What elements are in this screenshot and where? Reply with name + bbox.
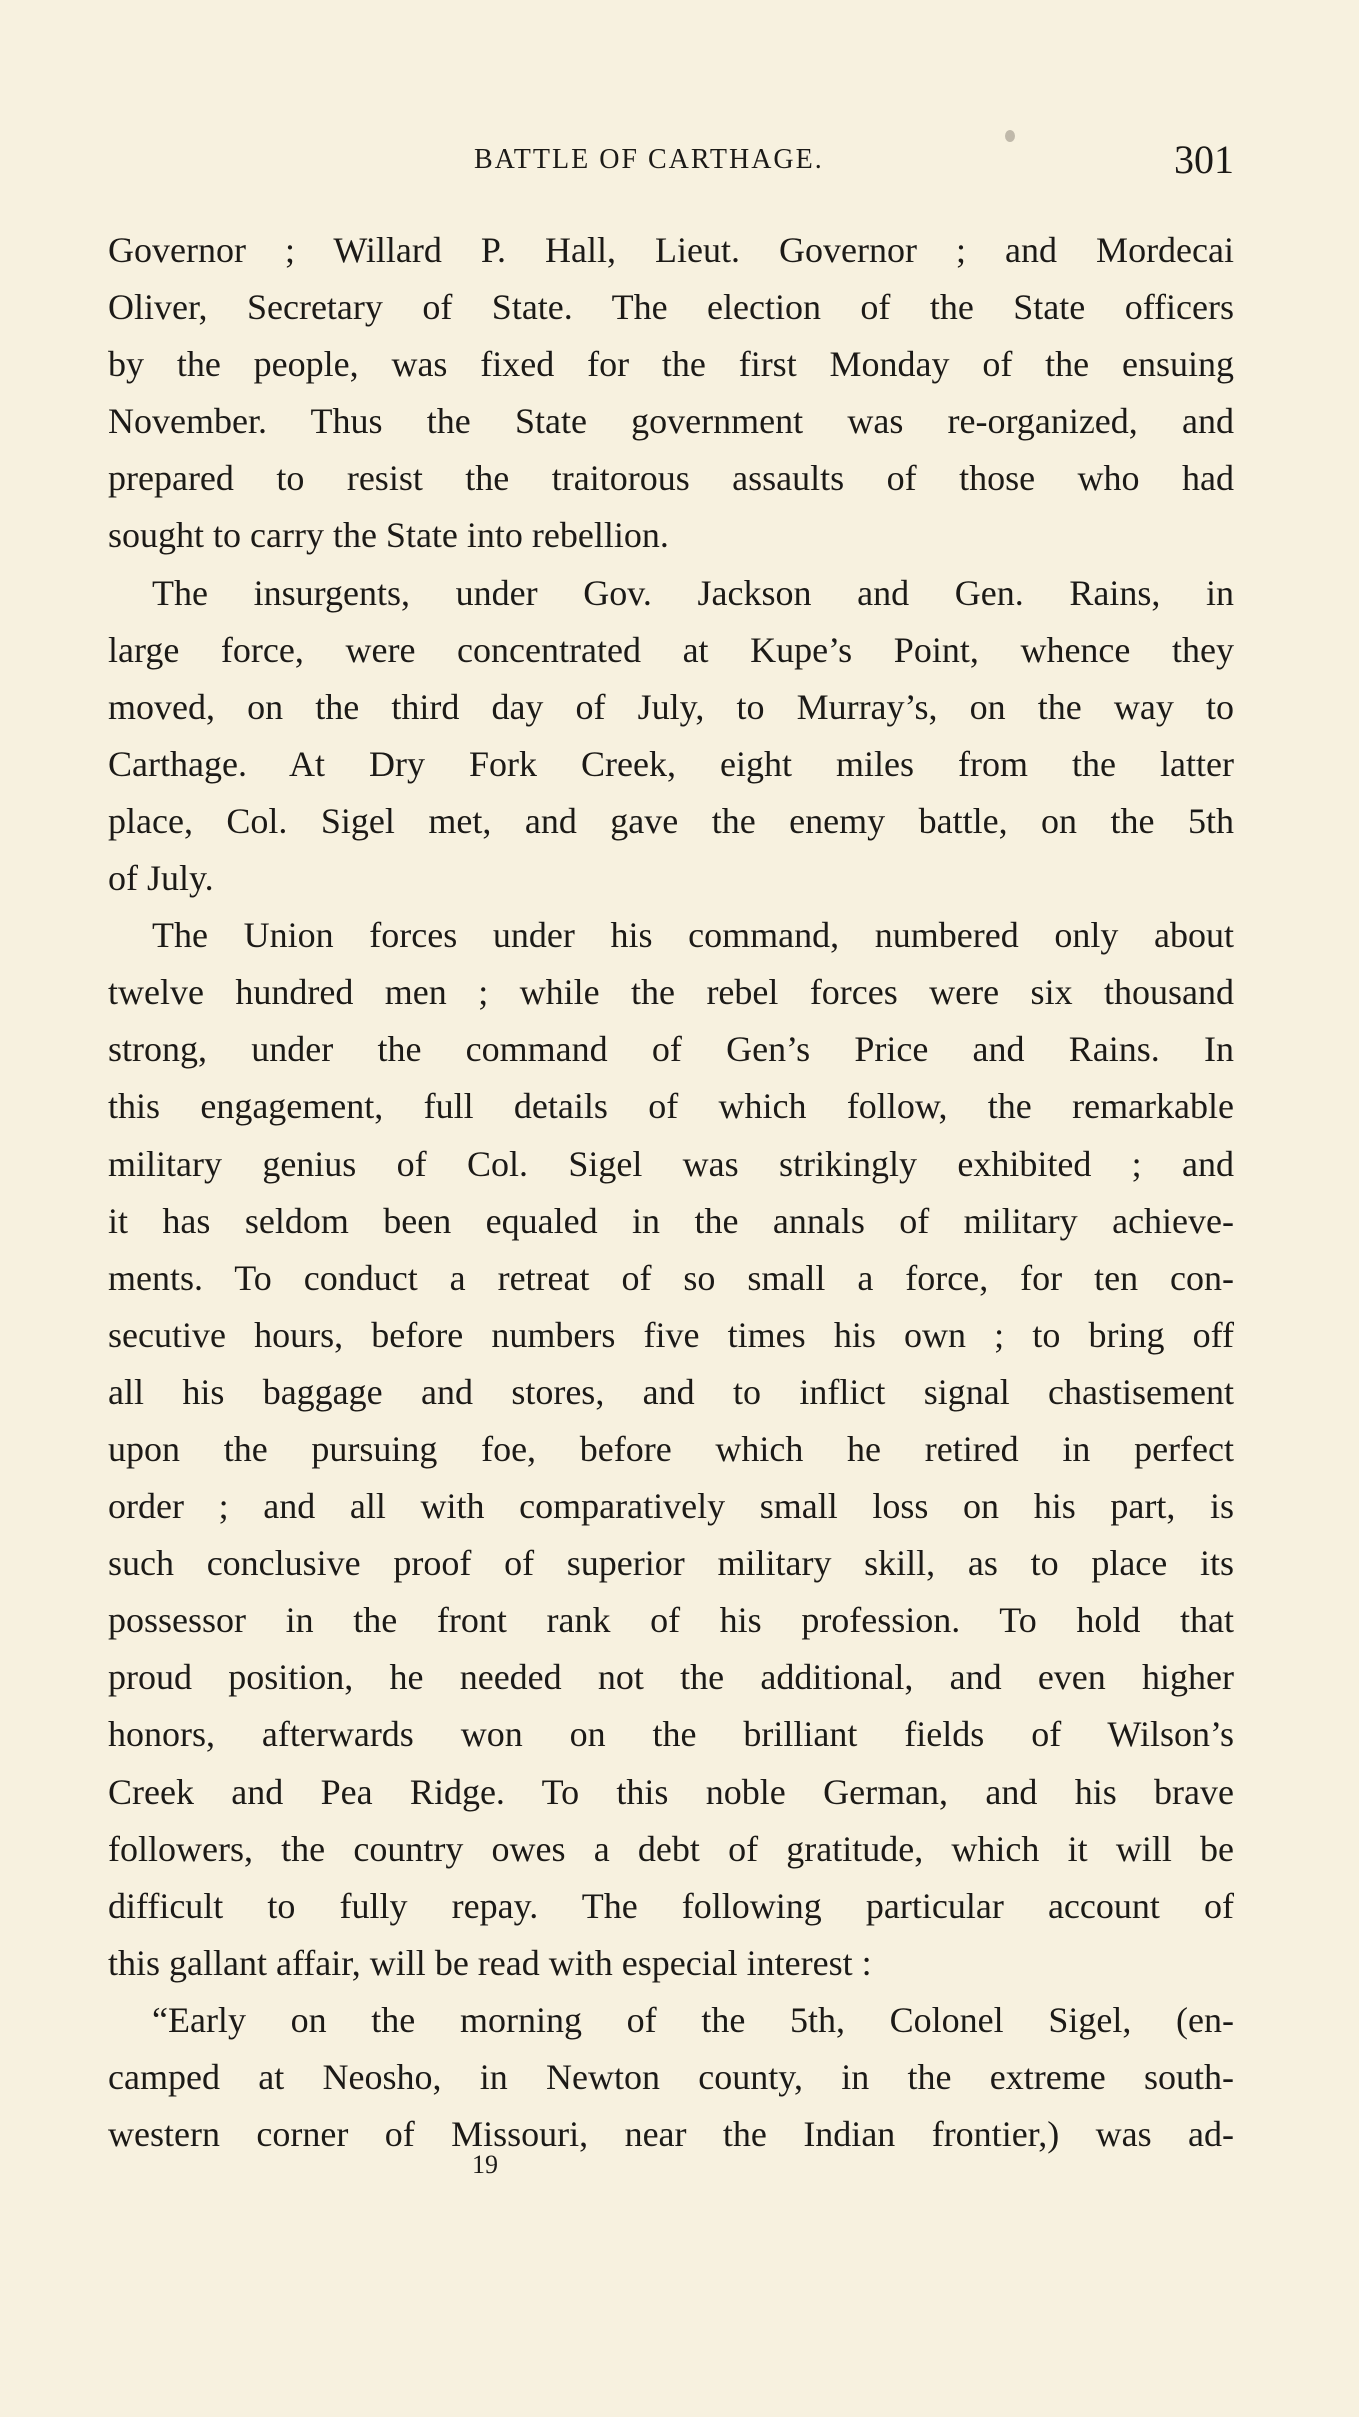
text-line: military genius of Col. Sigel was strikingly exhibited ; and xyxy=(108,1143,1234,1184)
text-line: Governor ; Willard P. Hall, Lieut. Governor ; and Mordecai xyxy=(108,230,1234,270)
text-line: Oliver, Secretary of State. The election of the State officers xyxy=(108,287,1234,328)
text-line: all his baggage and stores, and to inflict signal chastisement xyxy=(108,1371,1234,1412)
text-line: such conclusive proof of superior military skill, as to place its xyxy=(108,1543,1234,1584)
text-line: followers, the country owes a debt of gratitude, which it will be xyxy=(108,1828,1234,1869)
text-line: prepared to resist the traitorous assaults of those who had xyxy=(108,458,1234,499)
text-line: November. Thus the State government was re-organized, and xyxy=(108,401,1234,442)
text-line: honors, afterwards won on the brilliant fields of Wilson’s xyxy=(108,1714,1234,1755)
page-number: 301 xyxy=(1174,137,1234,182)
text-line: possessor in the front rank of his profession. To hold that xyxy=(108,1600,1234,1641)
running-head: BATTLE OF CARTHAGE. xyxy=(474,144,824,175)
text-line: difficult to fully repay. The following particular account of xyxy=(108,1885,1234,1926)
body-text xyxy=(108,222,1234,2163)
text-line: large force, were concentrated at Kupe’s Point, whence they xyxy=(108,629,1234,670)
text-line: secutive hours, before numbers five times his own ; to bring off xyxy=(108,1314,1234,1355)
text-line: ments. To conduct a retreat of so small a force, for ten con- xyxy=(108,1257,1234,1298)
text-line: strong, under the command of Gen’s Price and Rains. In xyxy=(108,1029,1234,1070)
quotation-start-line: “Early on the morning of the 5th, Colonel Sigel, (en- xyxy=(152,1999,1234,2040)
printer-signature-mark: 19 xyxy=(472,2150,498,2179)
text-line: proud position, he needed not the additional, and even higher xyxy=(108,1657,1234,1698)
text-line: of July. xyxy=(108,858,214,899)
text-line: Creek and Pea Ridge. To this noble German, and his brave xyxy=(108,1771,1234,1812)
text-line: place, Col. Sigel met, and gave the enemy battle, on the 5th xyxy=(108,800,1234,841)
text-line: this engagement, full details of which follow, the remarkable xyxy=(108,1086,1234,1127)
text-line: upon the pursuing foe, before which he retired in perfect xyxy=(108,1428,1234,1469)
text-line: western corner of Missouri, near the Indian frontier,) was ad- xyxy=(108,2114,1234,2155)
text-line: sought to carry the State into rebellion. xyxy=(108,515,669,556)
text-line: camped at Neosho, in Newton county, in the extreme south- xyxy=(108,2057,1234,2097)
text-line: by the people, was fixed for the first Monday of the ensuing xyxy=(108,344,1234,385)
page-header xyxy=(474,136,1234,186)
text-line: moved, on the third day of July, to Murray’s, on the way to xyxy=(108,686,1234,727)
text-line: this gallant affair, will be read with especial interest : xyxy=(108,1942,872,1983)
text-line: it has seldom been equaled in the annals of military achieve- xyxy=(108,1200,1234,1241)
text-line: order ; and all with comparatively small loss on his part, is xyxy=(108,1486,1234,1527)
paragraph-start-line: The insurgents, under Gov. Jackson and Gen. Rains, in xyxy=(152,572,1234,613)
text-line: Carthage. At Dry Fork Creek, eight miles from the latter xyxy=(108,743,1234,784)
text-line: twelve hundred men ; while the rebel forces were six thousand xyxy=(108,972,1234,1013)
paragraph-start-line: The Union forces under his command, numbered only about xyxy=(152,915,1234,956)
